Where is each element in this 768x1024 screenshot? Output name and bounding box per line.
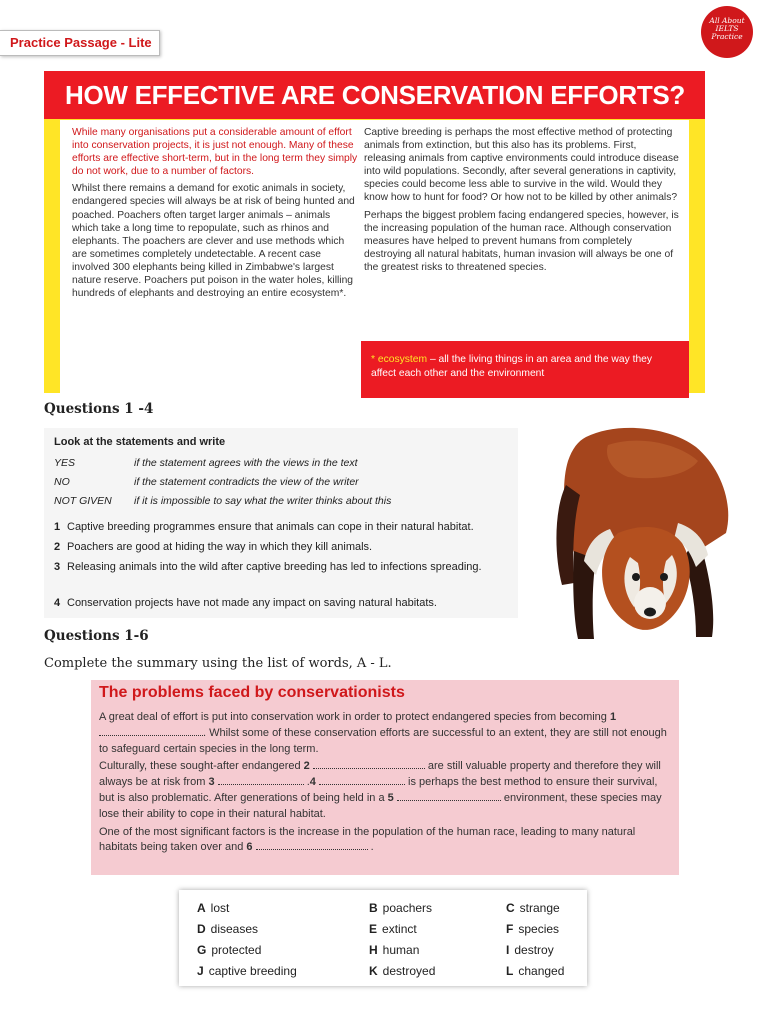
option-letter: I [506,943,510,957]
summary-paragraph [99,825,675,857]
option-letter: G [197,943,207,957]
gap-number: 2 [303,760,310,773]
article-paragraph: Perhaps the biggest problem facing endangered species, however, is the increasing population of the human race. Although conservation measures have helped to prevent humans from completely destroying all natural habitats, human invasion will always be one of the greatest risks to threatened species. [364,209,679,273]
summary-text: are still valuable property and therefore they will always be at risk from [99,760,661,789]
word-option [197,901,229,915]
word-option [506,901,560,915]
option-word: strange [519,901,560,915]
legend-term: NO [54,476,70,488]
option-letter: F [506,922,514,936]
question-number: 4 [54,597,61,609]
option-letter: K [369,964,378,978]
option-letter: C [506,901,515,915]
article-panel [44,71,705,393]
summary-instruction: Complete the summary using the list of words, A - L. [44,656,392,671]
option-word: species [518,922,560,936]
option-word: destroy [514,943,554,957]
gap-number: 5 [387,791,394,804]
option-letter: A [197,901,206,915]
option-word: protected [211,943,262,957]
gap-1-blank[interactable] [99,727,203,736]
question-item [54,520,514,535]
footnote-term: * ecosystem [371,354,428,365]
article-intro-paragraph: While many organisations put a considerable amount of effort into conservation projects, it is just not enough. Many of these efforts are effective short-term, but in the long term they simply do not work, due to a number of factors. [72,127,358,178]
summary-text: Culturally, these sought-after endangered [99,760,301,773]
logo-line-2: IELTS [715,24,739,33]
gap-number: 3 [208,776,215,789]
question-text: Captive breeding programmes ensure that animals can cope in their natural habitat. [67,521,474,533]
word-option [506,922,559,936]
gap-2-blank[interactable] [313,760,425,769]
all-about-ielts-logo [701,6,753,58]
ecosystem-footnote [361,341,689,398]
word-list-box [179,890,587,986]
article-left-column [72,126,358,304]
summary-text: is perhaps the best method to ensure their survival, but is also problematic. After generations of being held in a [99,776,658,804]
summary-title: The problems faced by conservationists [99,684,405,701]
summary-text: . Whilst some of these conservation efforts are successful to an extent, they are still not enough to safeguard certain species in the long term. [99,726,667,755]
questions-1-4-heading: Questions 1 -4 [44,401,154,417]
legend-term: YES [54,457,76,469]
gap-number: 4 [309,776,316,789]
questions-1-6-heading: Questions 1-6 [44,628,149,644]
article-body [60,120,689,458]
option-letter: H [369,943,378,957]
yes-no-notgiven-panel [44,428,518,618]
question-number: 2 [54,541,61,553]
summary-body [99,710,675,858]
summary-panel [91,680,679,875]
gap-6-blank[interactable] [256,841,368,850]
option-word: human [382,943,420,957]
question-item [54,560,484,575]
red-panda-image [548,425,743,645]
summary-paragraph [99,710,675,757]
gap-3-blank[interactable] [218,776,304,785]
word-option [369,964,435,978]
option-letter: J [197,964,204,978]
question-item [54,540,514,555]
gap-4-blank[interactable] [319,776,405,785]
word-option [197,922,258,936]
word-option [197,964,297,978]
option-word: extinct [382,922,417,936]
word-option [506,943,554,957]
option-letter: L [506,964,514,978]
summary-paragraph [99,759,675,822]
gap-number: 1 [609,711,617,723]
word-option [369,922,417,936]
legend-definition: if it is impossible to say what the writer thinks about this [134,495,392,507]
word-option [197,943,261,957]
summary-text: A great deal of effort is put into conservation work in order to protect endangered species from becoming [99,711,607,723]
option-word: captive breeding [208,964,297,978]
legend-definition: if the statement agrees with the views in the text [134,457,358,469]
option-word: changed [518,964,565,978]
question-number: 1 [54,521,61,533]
question-item [54,596,514,611]
option-word: lost [210,901,230,915]
logo-line-1: All About [709,16,745,25]
legend-term: NOT GIVEN [54,495,112,507]
option-word: diseases [210,922,259,936]
article-paragraph: Whilst there remains a demand for exotic animals in society, endangered species will always be at risk of being hunted and poached. Poachers often target larger animals – animals which take a long time to repopulate, such as rhinos and elephants. The poachers are clever and use methods which are sometimes completely undetectable. A recent case involved 300 elephants being killed in Zimbabwe's largest nature reserve. Poachers put poison in the water holes, killing hundreds of elephants and destroying an entire ecosystem*. [72,183,355,300]
practice-passage-tag: Practice Passage - Lite [0,30,160,56]
option-letter: D [197,922,206,936]
article-title: HOW EFFECTIVE ARE CONSERVATION EFFORTS? [44,71,705,119]
legend-definition: if the statement contradicts the view of the writer [134,476,359,488]
option-word: poachers [382,901,433,915]
article-paragraph: Captive breeding is perhaps the most effective method of protecting animals from extinction, but this also has its problems. First, releasing animals from captive environments could introduce disease into wild populations. Secondly, after several generations in captivity, species could become less able to survive in the wild. Would they know how to hunt for food? Or how not to be killed by other animals? [364,127,679,204]
word-option [369,901,432,915]
question-number: 3 [54,561,61,573]
question-text: Poachers are good at hiding the way in which they kill animals. [67,541,373,553]
summary-text: One of the most significant factors is the increase in the population of the human race, leading to many natural habitats being taken over and [99,825,636,854]
option-letter: B [369,901,378,915]
word-option [506,964,564,978]
gap-number: 6 [246,841,253,854]
summary-text: environment, these species may lose their ability to cope in their natural habitat. [99,791,662,820]
gap-5-blank[interactable] [397,792,501,801]
logo-line-3: Practice [711,32,743,41]
summary-text: . [370,841,374,854]
footnote-definition: – all the living things in an area and the way they affect each other and the environment [371,354,653,379]
option-letter: E [369,922,378,936]
word-option [369,943,419,957]
question-text: Conservation projects have not made any impact on saving natural habitats. [67,597,437,609]
article-right-column [364,126,680,278]
summary-text: . [306,776,310,789]
option-word: destroyed [382,964,436,978]
question-text: Releasing animals into the wild after captive breeding has led to infections spreading. [67,561,482,573]
instruction-text: Look at the statements and write [54,436,226,448]
